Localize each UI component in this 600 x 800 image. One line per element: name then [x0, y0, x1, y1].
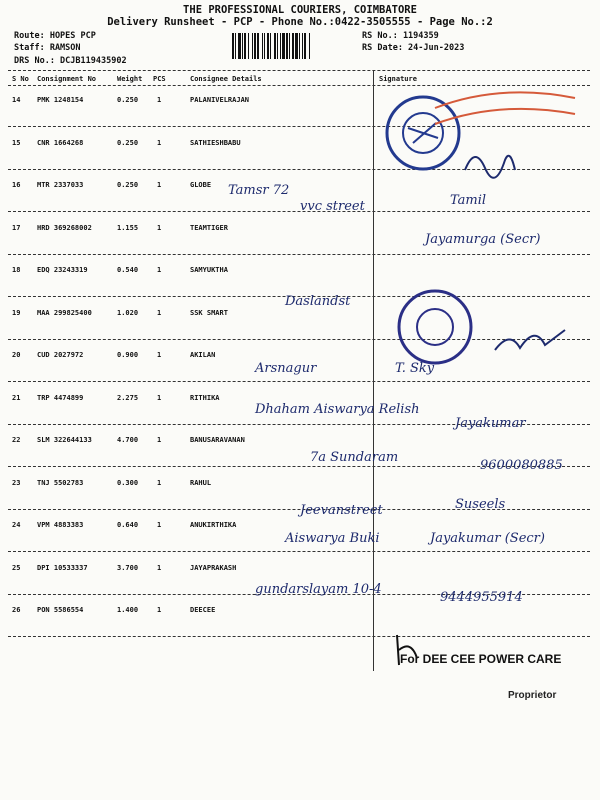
- row-consignee: RAHUL: [190, 478, 212, 487]
- row-weight: 0.640: [117, 521, 139, 529]
- row-sno: 17: [12, 223, 21, 232]
- barcode-image: [232, 33, 354, 59]
- row-separator: [8, 551, 590, 552]
- row-weight: 1.400: [117, 606, 139, 614]
- col-header-consignee: Consignee Details: [190, 75, 262, 83]
- row-pcs: 1: [157, 96, 162, 104]
- col-header-pcs: PCS: [153, 75, 166, 83]
- handwritten-note: gundarslayam 10-4: [255, 581, 382, 597]
- handwritten-note: Tamsr 72: [228, 183, 290, 198]
- row-consignee: SSK SMART: [190, 308, 228, 317]
- row-pcs: 1: [157, 181, 162, 189]
- row-pcs: 1: [157, 308, 162, 317]
- row-consignee: AKILAN: [190, 351, 216, 359]
- rs-number: RS No.: 1194359: [362, 31, 439, 41]
- handwritten-note: Suseels: [455, 496, 506, 512]
- row-pcs: 1: [157, 266, 162, 274]
- handwritten-note: vvc street: [300, 199, 365, 214]
- col-header-sno: S No: [12, 75, 29, 83]
- handwritten-note: Tamil: [450, 193, 487, 208]
- row-consignment-no: TRP 4474899: [37, 393, 84, 402]
- row-consignment-no: DPI 10533337: [37, 563, 88, 572]
- row-pcs: 1: [157, 478, 162, 487]
- row-sno: 22: [12, 436, 21, 444]
- row-consignment-no: MAA 299825400: [37, 308, 92, 317]
- row-consignee: TEAMTIGER: [190, 223, 228, 232]
- smart-move-stamp: [390, 282, 480, 372]
- row-consignment-no: CUD 2027972: [37, 351, 84, 359]
- row-consignee: SATHIESHBABU: [190, 138, 241, 147]
- row-weight: 3.700: [117, 563, 139, 572]
- handwritten-note: Daslandst: [285, 294, 351, 309]
- row-pcs: 1: [157, 606, 162, 614]
- row-sno: 20: [12, 351, 21, 359]
- route-label: Route: HOPES PCP: [14, 31, 96, 41]
- col-header-consignment: Consignment No: [37, 75, 97, 83]
- row-sno: 23: [12, 478, 21, 487]
- handwritten-note: Arsnagur: [255, 361, 317, 376]
- row-weight: 1.020: [117, 308, 139, 317]
- row-consignment-no: EDQ 23243319: [37, 266, 88, 274]
- row-consignee: GLOBE: [190, 181, 212, 189]
- row-sno: 15: [12, 138, 21, 147]
- runsheet-title: Delivery Runsheet - PCP - Phone No.:0422-3505555 - Page No.:2: [107, 16, 493, 28]
- row-weight: 4.700: [117, 436, 139, 444]
- header-top-rule: [8, 70, 590, 71]
- handwritten-note: Dhaham Aiswarya Relish: [255, 401, 420, 417]
- col-header-signature: Signature: [379, 75, 417, 83]
- logistics-stamp-rect: [430, 88, 580, 138]
- row-weight: 0.540: [117, 266, 139, 274]
- handwritten-note: 9600080885: [480, 458, 563, 473]
- handwritten-note: Jayamurga (Secr): [425, 231, 541, 247]
- row-sno: 24: [12, 521, 21, 529]
- row-weight: 0.900: [117, 351, 139, 359]
- footer-company-name: For DEE CEE POWER CARE: [400, 652, 562, 666]
- row-pcs: 1: [157, 351, 162, 359]
- handwritten-note: Jayakumar (Secr): [430, 531, 545, 546]
- row-pcs: 1: [157, 223, 162, 232]
- row-consignee: ANUKIRTHIKA: [190, 521, 237, 529]
- row-consignee: PALANIVELRAJAN: [190, 96, 250, 104]
- company-title: THE PROFESSIONAL COURIERS, COIMBATORE: [183, 4, 417, 16]
- drs-number: DRS No.: DCJB119435902: [14, 56, 127, 66]
- row-pcs: 1: [157, 436, 162, 444]
- handwritten-note: 7a Sundaram: [310, 450, 399, 465]
- row-weight: 1.155: [117, 223, 139, 232]
- signature-scribble-1: [460, 140, 520, 180]
- handwritten-note: Aiswarya Buki: [285, 531, 380, 546]
- row-weight: 0.250: [117, 138, 139, 147]
- handwritten-note: Jeevanstreet: [300, 502, 383, 518]
- row-consignment-no: PON 5586554: [37, 606, 84, 614]
- rs-date: RS Date: 24-Jun-2023: [362, 43, 465, 53]
- handwritten-note: Jayakumar: [455, 415, 526, 431]
- row-sno: 25: [12, 563, 21, 572]
- row-pcs: 1: [157, 138, 162, 147]
- row-consignment-no: SLM 322644133: [37, 436, 92, 444]
- row-pcs: 1: [157, 563, 162, 572]
- row-sno: 16: [12, 181, 21, 189]
- row-weight: 0.250: [117, 181, 139, 189]
- row-consignee: JAYAPRAKASH: [190, 563, 237, 572]
- row-sno: 19: [12, 308, 21, 317]
- row-sno: 21: [12, 393, 21, 402]
- row-consignee: BANUSARAVANAN: [190, 436, 245, 444]
- row-separator: [8, 381, 590, 382]
- row-consignment-no: HRD 369268002: [37, 223, 92, 232]
- row-consignee: SAMYUKTHA: [190, 266, 228, 274]
- row-weight: 0.250: [117, 96, 139, 104]
- row-sno: 26: [12, 606, 21, 614]
- row-pcs: 1: [157, 521, 162, 529]
- row-consignment-no: CNR 1664268: [37, 138, 84, 147]
- row-consignment-no: VPM 4883383: [37, 521, 84, 529]
- row-pcs: 1: [157, 393, 162, 402]
- row-sno: 14: [12, 96, 21, 104]
- row-sno: 18: [12, 266, 21, 274]
- header-bottom-rule: [8, 85, 590, 86]
- row-weight: 2.275: [117, 393, 139, 402]
- row-consignment-no: MTR 2337033: [37, 181, 84, 189]
- signature-scribble-2: [490, 320, 570, 360]
- row-consignee: RITHIKA: [190, 393, 220, 402]
- row-consignment-no: PMK 1248154: [37, 96, 84, 104]
- handwritten-note: T. Sky: [395, 361, 435, 376]
- row-consignment-no: TNJ 5502783: [37, 478, 84, 487]
- col-header-weight: Weight: [117, 75, 143, 83]
- row-separator: [8, 211, 590, 212]
- row-consignee: DEECEE: [190, 606, 216, 614]
- footer-role: Proprietor: [508, 690, 557, 701]
- row-separator: [8, 636, 590, 637]
- row-separator: [8, 254, 590, 255]
- row-weight: 0.300: [117, 478, 139, 487]
- handwritten-note: 9444955914: [440, 589, 523, 605]
- staff-label: Staff: RAMSON: [14, 43, 81, 53]
